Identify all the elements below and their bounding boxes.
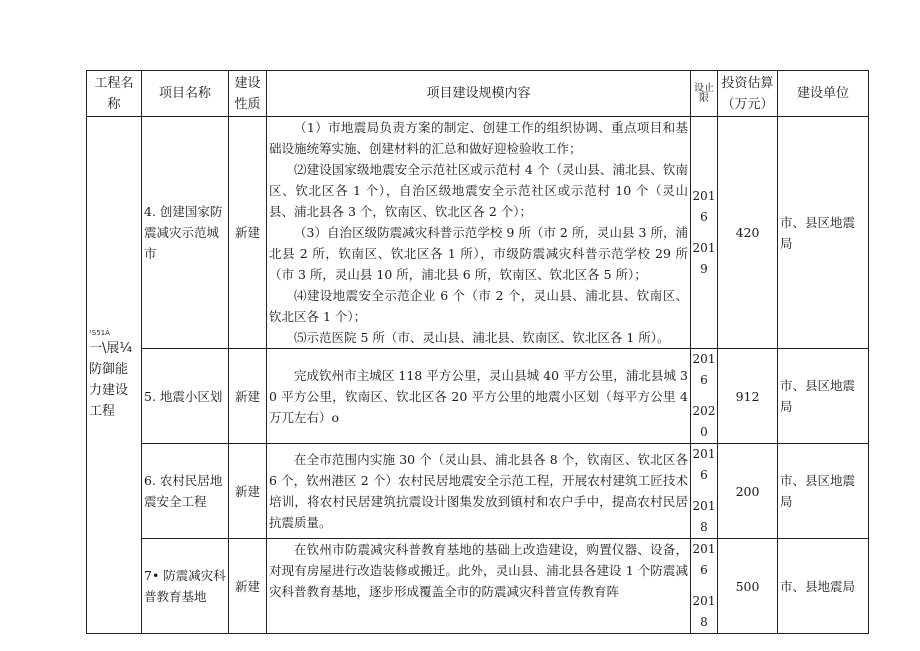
- project-period: [691, 539, 718, 634]
- project-investment: 912: [718, 349, 778, 444]
- project-content: [267, 349, 691, 444]
- table-row: [87, 444, 869, 539]
- category-name: 一\展¼防御能力建设工程: [89, 340, 132, 419]
- content-paragraph: 在钦州市防震减灾科普教育基地的基础上改造建设，购置仪器、设备，对现有房屋进行改造装修或搬迁。此外，灵山县、浦北县各建设 1 个防震减灾科普教育基地，逐步形成覆盖全市的防震减灾科普宣传教育阵: [269, 542, 688, 599]
- project-unit: 市、县区地震局: [778, 117, 869, 349]
- project-nature: 新建: [229, 539, 267, 634]
- year-end: 2018: [692, 594, 716, 629]
- content-paragraph: ⑷建设地震安全示范企业 6 个（市 2 个，灵山县、浦北县、钦南区、钦北区各 1 个）；: [269, 288, 688, 324]
- document-page: [86, 70, 868, 629]
- project-name: 7• 防震减灾科普教育基地: [142, 539, 229, 634]
- project-period: [691, 444, 718, 539]
- content-paragraph: 完成钦州市主城区 118 平方公里，灵山县城 40 平方公里，浦北县城 30 平方公里，钦南区、钦北区各 20 平方公里的地震小区划（每平方公里 4 万兀左右）o: [269, 367, 688, 425]
- project-content: [267, 444, 691, 539]
- header-nature: 建设性质: [229, 71, 267, 117]
- project-unit: 市、县区地震局: [778, 349, 869, 444]
- year-start: 2016: [692, 352, 716, 387]
- project-name: 4. 创建国家防震减灾示范城市: [142, 117, 229, 349]
- project-name: 6. 农村民居地震安全工程: [142, 444, 229, 539]
- project-nature: 新建: [229, 117, 267, 349]
- table-row: [87, 539, 869, 634]
- category-cell: [87, 117, 142, 634]
- table-row: [87, 117, 869, 349]
- project-investment: 500: [718, 539, 778, 634]
- header-project-name: 项目名称: [142, 71, 229, 117]
- table-header-row: [87, 71, 869, 117]
- project-period: [691, 117, 718, 349]
- content-paragraph: （1）市地震局负责方案的制定、创建工作的组织协调、重点项目和基础设施统筹实施、创建材料的汇总和做好迎检验收工作；: [269, 120, 688, 156]
- project-unit: 市、县地震局: [778, 539, 869, 634]
- year-end: 2020: [692, 404, 716, 439]
- header-period: 设止限: [691, 71, 718, 117]
- project-unit: 市、县区地震局: [778, 444, 869, 539]
- project-nature: 新建: [229, 349, 267, 444]
- content-paragraph: ⑵建设国家级地震安全示范社区或示范村 4 个（灵山县、浦北县、钦南区、钦北区各 1 个），自治区级地震安全示范社区或示范村 10 个（灵山县、浦北县各 3 个，钦南区、钦北区各 2 个）；: [269, 162, 688, 219]
- project-investment: 420: [718, 117, 778, 349]
- content-paragraph: 在全市范围内实施 30 个（灵山县、浦北县各 8 个，钦南区、钦北区各 6 个，钦州港区 2 个）农村民居地震安全示范工程，开展农村建筑工匠技术培训，将农村民居建筑抗震设计图集发放到镇村和农户手中，提高农村民居抗震质量。: [269, 452, 688, 530]
- header-category: 工程名称: [87, 71, 142, 117]
- category-garbled-text: ¹S51Ȧ: [89, 328, 110, 337]
- content-paragraph: ⑸示范医院 5 所（市、灵山县、浦北县、钦南区、钦北区各 1 所）。: [294, 330, 670, 345]
- project-content: [267, 117, 691, 349]
- header-unit: 建设单位: [778, 71, 869, 117]
- header-content: 项目建设规模内容: [267, 71, 691, 117]
- year-end: 2019: [692, 240, 716, 276]
- year-start: 2016: [692, 188, 716, 224]
- content-paragraph: （3）自治区级防震减灾科普示范学校 9 所（市 2 所，灵山县 3 所，浦北县 2 所，钦南区、钦北区各 1 所），市级防震减灾科普示范学校 29 所（市 3 所，灵山县 10 所，浦北县 6 所，钦南区、钦北区各 5 所）；: [269, 225, 688, 282]
- year-start: 2016: [692, 542, 716, 577]
- table-row: [87, 349, 869, 444]
- project-table: [86, 70, 869, 634]
- project-nature: 新建: [229, 444, 267, 539]
- project-content: [267, 539, 691, 634]
- project-period: [691, 349, 718, 444]
- project-name: 5. 地震小区划: [142, 349, 229, 444]
- year-end: 2018: [692, 499, 716, 534]
- project-investment: 200: [718, 444, 778, 539]
- header-investment: 投资估算（万元）: [718, 71, 778, 117]
- year-start: 2016: [692, 447, 716, 482]
